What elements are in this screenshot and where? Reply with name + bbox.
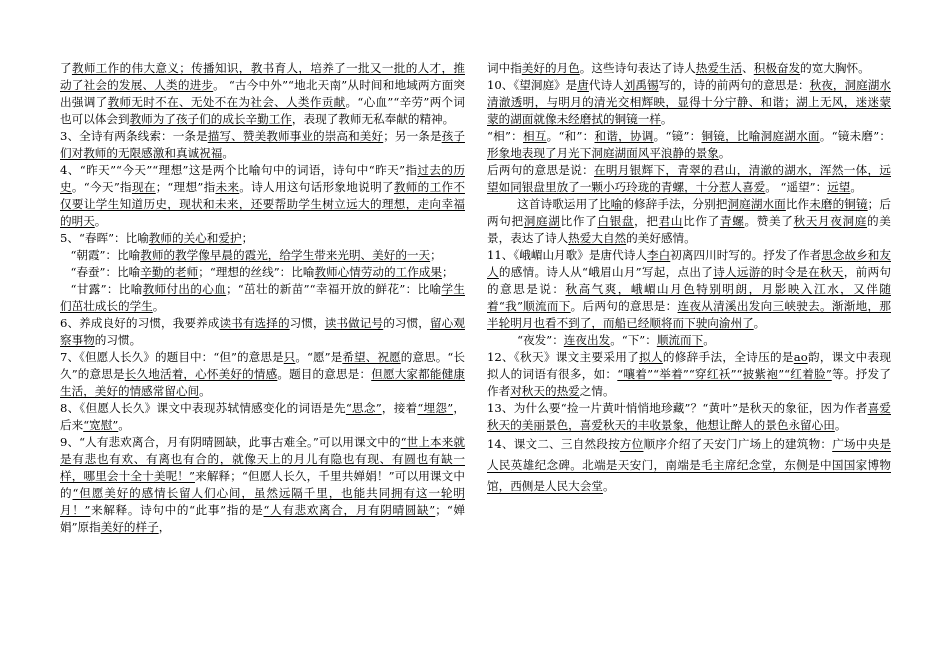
text-run: 。 bbox=[850, 180, 862, 194]
text-run: 。 bbox=[94, 214, 107, 228]
underlined-answer: 现在 bbox=[131, 180, 156, 194]
underlined-answer: “世上本来就是有悲也有欢、有离也有合的，就像天上的月儿有隐也有现、有圆也有缺一样，哪里会十全十美呢！” bbox=[60, 435, 465, 483]
text-run: 。诗人用这句话形象地说明了 bbox=[239, 180, 394, 194]
underlined-answer: 教师无时不在、无处不在为社会、人类作贡献 bbox=[107, 95, 346, 109]
text-run: 代诗人 bbox=[588, 78, 624, 92]
underlined-answer: 比喻 bbox=[598, 197, 623, 211]
underlined-answer: 铜镜，比喻洞庭湖水面 bbox=[701, 129, 820, 143]
text-run: 。“今天”指 bbox=[71, 180, 132, 194]
text-run: ；“婵娟”原指 bbox=[60, 503, 466, 534]
text-run: 。 “遥望”： bbox=[765, 180, 828, 194]
text-run: 5、“春晖”：比喻 bbox=[60, 231, 149, 245]
text-run: 。“镜未磨”： bbox=[819, 129, 891, 143]
text-run: 初离四川时写的。抒发了作者 bbox=[670, 248, 822, 262]
text-run: 的美好感情。 bbox=[626, 231, 696, 245]
text-run: 。 bbox=[834, 418, 847, 432]
item-5-zhaoxia bbox=[60, 247, 465, 264]
underlined-answer: 喜爱秋天的美丽景色，喜爱秋天的丰收景象，他想让醉人的景色永留心田 bbox=[487, 401, 891, 432]
underlined-answer: 君山 bbox=[658, 214, 684, 228]
item-14-tiananmen bbox=[487, 434, 891, 497]
underlined-answer: 刘禹锡 bbox=[623, 78, 659, 92]
text-run: 。“和”： bbox=[546, 129, 595, 143]
text-run: ； bbox=[442, 265, 454, 279]
text-run: 。“愿”是 bbox=[295, 350, 343, 364]
underlined-answer: 孩子们对教师的无限感激和真诚祝福 bbox=[60, 129, 465, 160]
text-run: 。“下”： bbox=[610, 333, 657, 347]
text-run: 等。抒发了作者 bbox=[487, 367, 891, 398]
underlined-answer: “人有悲欢离合，月有阴晴圆缺” bbox=[263, 503, 436, 517]
underlined-answer: 洞庭湖 bbox=[523, 214, 561, 228]
text-run: 。 bbox=[152, 299, 165, 313]
underlined-answer: 教师的教学像早晨的霞光，给学生带来光明、美好的一天 bbox=[140, 248, 431, 262]
underlined-answer: 未磨的铜镜 bbox=[809, 197, 868, 211]
underlined-answer: “思念” bbox=[345, 401, 382, 415]
item-13-yellow-leaf bbox=[487, 400, 891, 434]
item-7-title-meaning bbox=[60, 349, 465, 400]
underlined-answer: 辛勤的老师 bbox=[140, 265, 199, 279]
text-run: 习惯， bbox=[289, 316, 325, 330]
text-run: ，把 bbox=[634, 214, 659, 228]
text-run: 的修辞手法，分别把 bbox=[622, 197, 728, 211]
text-run: 比作了 bbox=[560, 214, 598, 228]
text-run: ， bbox=[158, 520, 171, 534]
text-run: 。 bbox=[199, 384, 211, 398]
underlined-answer: 远望 bbox=[827, 180, 851, 194]
text-run: 比作 bbox=[785, 197, 810, 211]
text-run: 的美景，表达了诗人 bbox=[487, 214, 891, 245]
item-4-metaphors bbox=[60, 162, 465, 230]
underlined-answer: 教师工作的伟大意义；传播知识，教书育人，培养了一批又一批的人才，推动了社会的发展、人类的进步 bbox=[60, 61, 465, 92]
underlined-answer: 连夜出发 bbox=[563, 333, 611, 347]
text-run: “春蚕”：比喻 bbox=[70, 265, 141, 279]
underlined-answer: 洞庭湖水面 bbox=[727, 197, 786, 211]
text-run: “夜发”： bbox=[517, 333, 564, 347]
text-run: 。后两句的意思是： bbox=[570, 299, 678, 313]
text-run: ，后来 bbox=[60, 401, 465, 432]
text-run: 的意思。“长久”的意思是 bbox=[60, 350, 465, 381]
item-6-habits bbox=[60, 315, 465, 349]
text-run: 6、养成良好的习惯，我要养成 bbox=[60, 316, 220, 330]
item-11-emeishan bbox=[487, 247, 891, 332]
underlined-answer: “嚷着”“举着”“穿红袄”“披紫袍”“红着脸” bbox=[617, 367, 832, 381]
text-run: ，前两句的意思是说： bbox=[487, 265, 891, 296]
item-3-clues bbox=[60, 128, 465, 162]
underlined-answer: 广场中央是人民英雄纪念碑。北端是天安门，南端是毛主席纪念堂，东侧是中国国家博物馆，西侧是人民大会堂 bbox=[487, 437, 891, 493]
underlined-answer: 积极奋发 bbox=[753, 61, 801, 75]
text-run: 7、《但愿人长久》的题目中：“但”的意思是 bbox=[60, 350, 284, 364]
text-run: 8、《但愿人长久》课文中表现苏轼情感变化的词语是先 bbox=[60, 401, 346, 415]
text-run: ；另一条是 bbox=[383, 129, 442, 143]
underlined-answer: 教师的关心和爱护 bbox=[148, 231, 242, 245]
text-run: 。 bbox=[222, 146, 234, 160]
underlined-answer: 连夜从清溪出发向三峡驶去。渐渐地，那半轮明月也看不到了，而船已经顺将而下驶向渝州了 bbox=[487, 299, 891, 330]
text-run: 来解释。诗句中的“此事”指的是 bbox=[90, 503, 264, 517]
text-run: 。 bbox=[660, 112, 673, 126]
underlined-answer: 过去的历史 bbox=[60, 163, 465, 194]
underlined-answer: 长久地活着，心怀美好的情感 bbox=[124, 367, 278, 381]
item-11-word-meanings bbox=[487, 332, 891, 349]
item-12-autumn bbox=[487, 349, 891, 400]
text-run: 。 “古今中外”“地北天南”从时间和地域两方面突出强调了 bbox=[60, 78, 465, 109]
left-column bbox=[60, 60, 465, 536]
underlined-answer: 诗人远游的时令是在秋天 bbox=[713, 265, 844, 279]
text-run: ； bbox=[430, 248, 442, 262]
text-run: 比作了 bbox=[683, 214, 720, 228]
text-run: 。题目的意思是： bbox=[277, 367, 372, 381]
underlined-answer: 和谐，协调 bbox=[594, 129, 654, 143]
underlined-answer: 读书有选择的 bbox=[219, 316, 290, 330]
underlined-answer: 形象地表现了月光下洞庭湖面风平浪静的景象 bbox=[487, 146, 719, 160]
item-5-chunhui bbox=[60, 230, 465, 247]
underlined-answer: 对秋天的热爱 bbox=[510, 384, 580, 398]
text-run: 的修辞手法，全诗压的是 bbox=[662, 350, 794, 364]
text-run: 4、“昨天”“今天”“理想”这是两个比喻句中的词语，诗句中“昨天”指 bbox=[60, 163, 418, 177]
text-run: 10、《望洞庭》是 bbox=[487, 78, 578, 92]
underlined-answer: 思念故乡和友人 bbox=[487, 248, 891, 279]
item-10-wang-dongting bbox=[487, 77, 891, 128]
underlined-answer: 美好的样子 bbox=[100, 520, 159, 534]
text-run: ，表现了教师无私奉献的精神。 bbox=[291, 112, 455, 126]
text-run: 12、《秋天》课文主要采用了 bbox=[487, 350, 640, 364]
underlined-answer: 唐 bbox=[577, 78, 589, 92]
text-run: 后两句的意思是说： bbox=[487, 163, 595, 177]
text-run: 。“镜”： bbox=[653, 129, 702, 143]
text-run: “朝霞”：比喻 bbox=[70, 248, 141, 262]
text-run: ；“理想”指 bbox=[155, 180, 216, 194]
underlined-answer: 相互 bbox=[522, 129, 547, 143]
text-run: 这首诗歌运用了 bbox=[517, 197, 599, 211]
underlined-answer: 秋高气爽，峨嵋山月色特别明朗，月影映入江水，又伴随着“我”顺流而下 bbox=[487, 282, 891, 313]
underlined-answer: 秋夜，洞庭湖水清澈透明，与明月的清光交相辉映，显得十分宁静、和谐；湖上无风，迷迷蒙蒙的湖面就像未经磨拭的铜镜一样 bbox=[487, 78, 891, 126]
text-run: ； bbox=[241, 231, 254, 245]
text-run: 。 bbox=[118, 418, 130, 432]
text-run: 的习惯。 bbox=[94, 333, 142, 347]
underlined-answer: 教师的工作不仅要让学生知道历史，现状和未来，还要帮助学生树立远大的理想，走向幸福的明天 bbox=[60, 180, 465, 228]
text-run: ，接着 bbox=[381, 401, 418, 415]
item-8-emotion-words bbox=[60, 400, 465, 434]
paragraph-teacher-work bbox=[60, 60, 465, 128]
underlined-answer: 只 bbox=[283, 350, 296, 364]
underlined-answer: 白银盘 bbox=[597, 214, 635, 228]
underlined-answer: 李白 bbox=[647, 248, 671, 262]
item-5-chuncan bbox=[60, 264, 465, 281]
text-run: 3、全诗有两条线索：一条是 bbox=[60, 129, 208, 143]
paragraph-moonlight bbox=[487, 60, 891, 77]
text-run: 的感情。诗人从“峨眉山月”写起，点出了 bbox=[498, 265, 714, 279]
underlined-answer: ao bbox=[793, 350, 808, 364]
underlined-answer: 希望、祝愿 bbox=[342, 350, 401, 364]
underlined-answer: 留心观察事物 bbox=[60, 316, 465, 347]
underlined-answer: 拟人 bbox=[639, 350, 663, 364]
text-run: 。 bbox=[602, 479, 615, 493]
text-run: 。 bbox=[703, 333, 715, 347]
underlined-answer: “但愿美好的感情长留人们心间，虽然远隔千里，也能共同拥有这一轮明月！” bbox=[60, 486, 465, 517]
text-run: 。这些诗句表达了诗人 bbox=[579, 61, 696, 75]
text-run: ；后两句把 bbox=[487, 197, 891, 228]
text-run: ；“理想的丝线”：比喻 bbox=[198, 265, 315, 279]
text-run: 13、为什么要“捡一片黄叶悄悄地珍藏”？“黄叶”是秋天的象征，因为作者 bbox=[487, 401, 868, 415]
text-run: 。 bbox=[753, 316, 766, 330]
text-run: 、 bbox=[742, 61, 754, 75]
underlined-answer: 方位 bbox=[619, 437, 644, 451]
underlined-answer: 但愿大家都能健康生活，美好的情感常留心间 bbox=[60, 367, 465, 398]
text-run: 。赞美了 bbox=[744, 214, 794, 228]
underlined-answer: 热爱大自然 bbox=[568, 231, 627, 245]
text-run: 写的，诗的前两句的意思是： bbox=[658, 78, 810, 92]
item-10-latter-lines bbox=[487, 162, 891, 196]
text-run: “相”： bbox=[487, 129, 523, 143]
text-run: 了 bbox=[60, 61, 72, 75]
underlined-answer: “宽慰” bbox=[83, 418, 119, 432]
text-run: 。 bbox=[718, 146, 731, 160]
underlined-answer: 描写、赞美教师事业的崇高和美好 bbox=[207, 129, 384, 143]
underlined-answer: 在明月银辉下，青翠的君山，清澈的湖水，浑然一体，远望如同银盘里放了一颗小巧玲珑的青螺，十分惹人喜爱 bbox=[487, 163, 891, 194]
text-run: “甘露”：比喻 bbox=[70, 282, 143, 296]
underlined-answer: 教师心情劳动的工作成果 bbox=[314, 265, 442, 279]
underlined-answer: 顺流而下 bbox=[656, 333, 704, 347]
text-run: 词中指 bbox=[487, 61, 522, 75]
underlined-answer: 读书做记号 bbox=[324, 316, 384, 330]
item-5-ganlu bbox=[60, 281, 465, 315]
underlined-answer: “埋怨” bbox=[417, 401, 454, 415]
underlined-answer: 教师为了孩子们的成长辛勤工作 bbox=[129, 112, 292, 126]
text-run: 14、课文二、三自然段按 bbox=[487, 437, 620, 451]
underlined-answer: 教师付出的心血 bbox=[142, 282, 227, 296]
underlined-answer: 未来 bbox=[215, 180, 240, 194]
underlined-answer: 秋天月夜洞庭 bbox=[793, 214, 868, 228]
underlined-answer: 青螺 bbox=[719, 214, 745, 228]
text-run: 来解释；“但愿人长久，千里共婵娟！”可以用课文中的 bbox=[60, 469, 465, 500]
underlined-answer: 热爱生活 bbox=[695, 61, 743, 75]
text-run: 之情。 bbox=[579, 384, 615, 398]
item-10-word-meanings bbox=[487, 128, 891, 162]
text-run: 11、《峨嵋山月歌》是唐代诗人 bbox=[487, 248, 648, 262]
right-column bbox=[487, 60, 891, 497]
underlined-answer: 学生们茁壮成长的学生 bbox=[60, 282, 465, 313]
text-run: 的习惯， bbox=[383, 316, 430, 330]
text-run: 9、“人有悲欢离合，月有阴晴圆缺，此事古难全。”可以用课文中的 bbox=[60, 435, 401, 449]
item-10-rhetoric bbox=[487, 196, 891, 247]
text-run: ；“茁壮的新苗”“幸福开放的鲜花”：比喻 bbox=[226, 282, 442, 296]
text-run: 的宽大胸怀。 bbox=[800, 61, 870, 75]
item-9-explanation bbox=[60, 434, 465, 536]
underlined-answer: 美好的月色 bbox=[521, 61, 580, 75]
text-run: 顺序介绍了天安门广场上的建筑物： bbox=[643, 437, 833, 451]
text-run: 韵，课文中表现拟人的词语有很多，如： bbox=[487, 350, 891, 381]
text-run: 。“心血”“辛劳”两个词也可以体会到 bbox=[60, 95, 465, 126]
